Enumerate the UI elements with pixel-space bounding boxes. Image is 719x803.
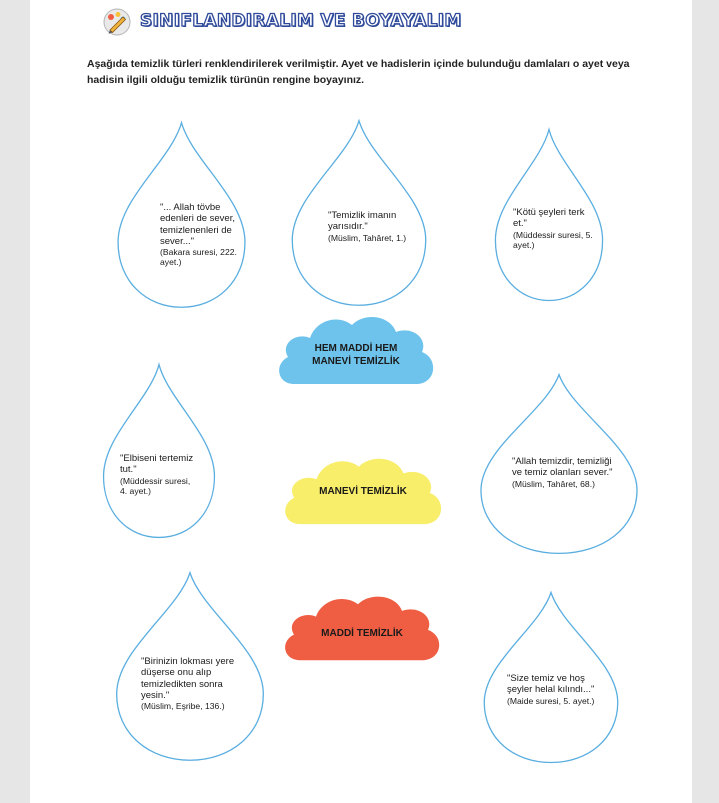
cloud-label: MANEVİ TEMİZLİK: [319, 486, 407, 497]
drop-quote: "... Allah tövbe edenleri de sever, temizlenenleri de sever...": [160, 202, 235, 247]
drop-quote: "Allah temizdir, temizliği ve temiz olanları sever.": [512, 456, 613, 479]
water-drop[interactable]: [476, 372, 642, 556]
drop-text: [512, 456, 622, 489]
cloud-maddi-manevi: [272, 310, 440, 388]
water-drop[interactable]: [492, 127, 606, 303]
drop-reference: (Müddessir suresi, 4. ayet.): [120, 475, 191, 496]
cloud-label: MADDİ TEMİZLİK: [321, 628, 403, 639]
drop-quote: "Temizlik imanın yarısıdır.": [328, 210, 397, 233]
page-title: SINIFLANDIRALIM VE BOYAYALIM: [140, 11, 462, 31]
drop-quote: "Elbiseni tertemiz tut.": [120, 453, 194, 476]
drop-text: [141, 656, 251, 711]
worksheet-page: [30, 0, 692, 803]
cloud-maddi: [278, 590, 446, 664]
drop-outline-icon: [100, 362, 218, 540]
drop-quote: "Kötü şeyleri terk et.": [513, 207, 585, 230]
pencil-paint-icon: [102, 7, 132, 37]
instructions-text: Aşağıda temizlik türleri renklendirilerek verilmiştir. Ayet ve hadislerin içinde bulunduğu damlaları o ayet veya hadisin ilgili olduğu temizlik türünün rengine boyayınız.: [87, 58, 630, 86]
drop-text: [328, 210, 414, 243]
drop-text: [160, 202, 238, 268]
cloud-manevi: [278, 452, 448, 528]
drop-text: [120, 453, 198, 496]
water-drop[interactable]: [112, 570, 268, 763]
drop-reference: (Maide suresi, 5. ayet.): [507, 695, 595, 706]
drop-reference: (Müslim, Eşribe, 136.): [141, 701, 225, 712]
drop-reference: (Bakara suresi, 222. ayet.): [160, 247, 237, 268]
header: [102, 5, 462, 37]
water-drop[interactable]: [288, 118, 430, 308]
drop-text: [513, 207, 593, 250]
drop-reference: (Müslim, Tahâret, 68.): [512, 478, 595, 489]
drop-quote: "Birinizin lokması yere düşerse onu alıp temizledikten sonra yesin.": [141, 656, 235, 701]
water-drop[interactable]: [100, 362, 218, 540]
cloud-label: HEM MADDİ HEM MANEVİ TEMİZLİK: [312, 343, 400, 367]
drop-reference: (Müslim, Tahâret, 1.): [328, 232, 407, 243]
drop-reference: (Müddessir suresi, 5. ayet.): [513, 229, 593, 250]
drop-quote: "Size temiz ve hoş şeyler helal kılındı...": [507, 673, 595, 696]
water-drop[interactable]: [114, 120, 249, 310]
water-drop[interactable]: [480, 590, 622, 765]
drop-text: [507, 673, 599, 706]
